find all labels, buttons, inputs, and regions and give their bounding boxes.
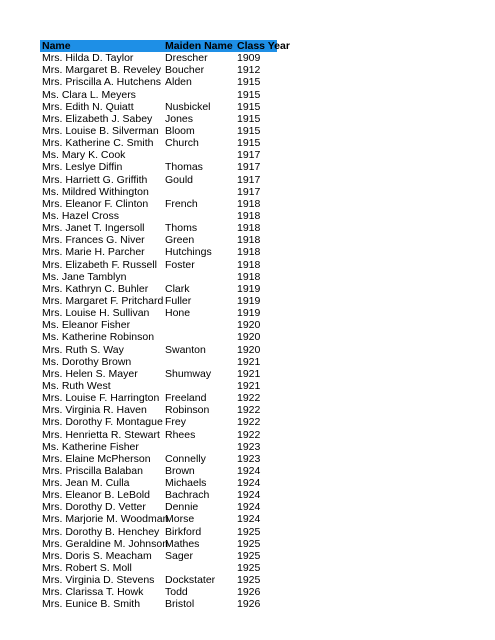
- table-row: [40, 344, 277, 356]
- cell-class-year: 1915: [237, 100, 261, 113]
- cell-maiden-name: Green: [165, 234, 195, 247]
- cell-name: Mrs. Kathryn C. Buhler: [42, 282, 149, 295]
- table-row: [40, 441, 277, 453]
- cell-name: Ms. Dorothy Brown: [42, 355, 132, 368]
- cell-class-year: 1921: [237, 367, 261, 380]
- cell-name: Mrs. Jean M. Culla: [42, 477, 130, 490]
- table-row: [40, 526, 277, 538]
- cell-class-year: 1909: [237, 52, 261, 65]
- cell-class-year: 1924: [237, 489, 261, 502]
- cell-class-year: 1924: [237, 513, 261, 526]
- table-row: [40, 598, 277, 610]
- table-row: [40, 113, 277, 125]
- cell-name: Mrs. Katherine C. Smith: [42, 137, 154, 150]
- cell-class-year: 1921: [237, 355, 261, 368]
- cell-class-year: 1915: [237, 88, 261, 101]
- cell-class-year: 1920: [237, 343, 261, 356]
- table-row: [40, 477, 277, 489]
- cell-class-year: 1925: [237, 562, 261, 575]
- cell-name: Ms. Eleanor Fisher: [42, 319, 131, 332]
- cell-maiden-name: [165, 319, 237, 331]
- table-row: [40, 538, 277, 550]
- cell-class-year: 1915: [237, 76, 261, 89]
- cell-name: Mrs. Margaret F. Pritchard: [42, 294, 164, 307]
- table-row: [40, 76, 277, 88]
- cell-maiden-name: Swanton: [165, 343, 206, 356]
- cell-class-year: 1923: [237, 440, 261, 453]
- cell-name: Ms. Katherine Fisher: [42, 440, 139, 453]
- cell-name: Ms. Hazel Cross: [42, 209, 120, 222]
- cell-maiden-name: Bachrach: [165, 489, 210, 502]
- column-header-maiden-name: Maiden Name: [165, 40, 233, 52]
- cell-maiden-name: Freeland: [165, 392, 207, 405]
- cell-maiden-name: [165, 271, 237, 283]
- cell-class-year: 1922: [237, 404, 261, 417]
- column-header-class-year: Class Year: [237, 40, 290, 52]
- table-row: [40, 562, 277, 574]
- cell-maiden-name: Gould: [165, 173, 194, 186]
- cell-name: Mrs. Ruth S. Way: [42, 343, 124, 356]
- table-body: [40, 52, 277, 610]
- cell-class-year: 1918: [237, 222, 261, 235]
- cell-maiden-name: [165, 89, 237, 101]
- table-row: [40, 161, 277, 173]
- table-row: [40, 295, 277, 307]
- cell-name: Mrs. Marjorie M. Woodman: [42, 513, 169, 526]
- cell-maiden-name: Bloom: [165, 124, 195, 137]
- cell-maiden-name: Brown: [165, 464, 195, 477]
- table-row: [40, 259, 277, 271]
- table-row: [40, 149, 277, 161]
- cell-name: Mrs. Eunice B. Smith: [42, 598, 141, 611]
- cell-class-year: 1912: [237, 64, 261, 77]
- cell-class-year: 1917: [237, 161, 261, 174]
- cell-name: Mrs. Elaine McPherson: [42, 452, 151, 465]
- cell-name: Mrs. Eleanor F. Clinton: [42, 197, 149, 210]
- cell-class-year: 1919: [237, 282, 261, 295]
- table-row: [40, 574, 277, 586]
- cell-maiden-name: Jones: [165, 112, 194, 125]
- cell-class-year: 1915: [237, 124, 261, 137]
- cell-name: Mrs. Henrietta R. Stewart: [42, 428, 160, 441]
- cell-class-year: 1919: [237, 307, 261, 320]
- cell-name: Mrs. Janet T. Ingersoll: [42, 222, 145, 235]
- cell-class-year: 1918: [237, 258, 261, 271]
- table-row: [40, 137, 277, 149]
- table-row: [40, 586, 277, 598]
- table-row: [40, 89, 277, 101]
- cell-class-year: 1924: [237, 464, 261, 477]
- cell-maiden-name: Michaels: [165, 477, 207, 490]
- cell-name: Mrs. Margaret B. Reveley: [42, 64, 162, 77]
- cell-maiden-name: Fuller: [165, 294, 192, 307]
- alumni-table: [40, 40, 290, 611]
- cell-name: Mrs. Dorothy D. Vetter: [42, 501, 146, 514]
- cell-maiden-name: Hutchings: [165, 246, 212, 259]
- table-row: [40, 453, 277, 465]
- table-row: [40, 52, 277, 64]
- cell-maiden-name: [165, 331, 237, 343]
- cell-maiden-name: [165, 186, 237, 198]
- cell-name: Mrs. Eleanor B. LeBold: [42, 489, 150, 502]
- cell-name: Mrs. Marie H. Parcher: [42, 246, 145, 259]
- cell-name: Mrs. Elizabeth J. Sabey: [42, 112, 153, 125]
- cell-name: Mrs. Doris S. Meacham: [42, 549, 152, 562]
- cell-maiden-name: [165, 441, 237, 453]
- cell-maiden-name: Thoms: [165, 222, 198, 235]
- table-row: [40, 174, 277, 186]
- table-row: [40, 271, 277, 283]
- cell-class-year: 1925: [237, 537, 261, 550]
- cell-name: Ms. Katherine Robinson: [42, 331, 155, 344]
- cell-class-year: 1925: [237, 549, 261, 562]
- cell-class-year: 1918: [237, 246, 261, 259]
- cell-maiden-name: Dennie: [165, 501, 199, 514]
- table-row: [40, 319, 277, 331]
- cell-maiden-name: Bristol: [165, 598, 195, 611]
- table-row: [40, 101, 277, 113]
- cell-maiden-name: [165, 562, 237, 574]
- cell-class-year: 1917: [237, 185, 261, 198]
- cell-maiden-name: Birkford: [165, 525, 202, 538]
- cell-name: Mrs. Dorothy F. Montague: [42, 416, 163, 429]
- table-row: [40, 125, 277, 137]
- cell-name: Ms. Clara L. Meyers: [42, 88, 136, 101]
- cell-class-year: 1924: [237, 501, 261, 514]
- cell-class-year: 1926: [237, 598, 261, 611]
- cell-name: Mrs. Clarissa T. Howk: [42, 586, 144, 599]
- table-row: [40, 489, 277, 501]
- cell-class-year: 1915: [237, 137, 261, 150]
- cell-maiden-name: [165, 149, 237, 161]
- table-row: [40, 513, 277, 525]
- cell-class-year: 1922: [237, 416, 261, 429]
- table-row: [40, 392, 277, 404]
- table-row: [40, 380, 277, 392]
- cell-class-year: 1918: [237, 234, 261, 247]
- cell-name: Mrs. Geraldine M. Johnson: [42, 537, 169, 550]
- cell-maiden-name: Foster: [165, 258, 195, 271]
- cell-name: Mrs. Edith N. Quiatt: [42, 100, 134, 113]
- table-row: [40, 307, 277, 319]
- table-row: [40, 404, 277, 416]
- cell-name: Mrs. Louise H. Sullivan: [42, 307, 150, 320]
- cell-class-year: 1917: [237, 173, 261, 186]
- cell-class-year: 1926: [237, 586, 261, 599]
- table-row: [40, 222, 277, 234]
- cell-class-year: 1924: [237, 477, 261, 490]
- cell-name: Mrs. Louise B. Silverman: [42, 124, 159, 137]
- cell-maiden-name: Connelly: [165, 452, 206, 465]
- cell-maiden-name: Clark: [165, 282, 190, 295]
- cell-name: Ms. Ruth West: [42, 379, 111, 392]
- cell-maiden-name: Frey: [165, 416, 186, 429]
- cell-name: Mrs. Helen S. Mayer: [42, 367, 138, 380]
- table-row: [40, 368, 277, 380]
- cell-maiden-name: Alden: [165, 76, 192, 89]
- cell-name: Mrs. Priscilla A. Hutchens: [42, 76, 162, 89]
- cell-name: Mrs. Frances G. Niver: [42, 234, 145, 247]
- cell-class-year: 1919: [237, 294, 261, 307]
- table-row: [40, 246, 277, 258]
- cell-name: Ms. Mildred Withington: [42, 185, 149, 198]
- cell-name: Mrs. Harriett G. Griffith: [42, 173, 148, 186]
- cell-name: Mrs. Dorothy B. Henchey: [42, 525, 160, 538]
- table-row: [40, 416, 277, 428]
- cell-name: Mrs. Louise F. Harrington: [42, 392, 160, 405]
- cell-maiden-name: Mathes: [165, 537, 200, 550]
- table-row: [40, 234, 277, 246]
- cell-maiden-name: Robinson: [165, 404, 210, 417]
- cell-class-year: 1922: [237, 392, 261, 405]
- cell-maiden-name: Rhees: [165, 428, 196, 441]
- cell-name: Ms. Jane Tamblyn: [42, 270, 127, 283]
- table-row: [40, 198, 277, 210]
- table-row: [40, 331, 277, 343]
- table-row: [40, 210, 277, 222]
- cell-maiden-name: Boucher: [165, 64, 205, 77]
- cell-name: Mrs. Priscilla Balaban: [42, 464, 143, 477]
- cell-maiden-name: Shumway: [165, 367, 212, 380]
- cell-class-year: 1915: [237, 112, 261, 125]
- cell-maiden-name: Nusbickel: [165, 100, 211, 113]
- cell-maiden-name: Sager: [165, 549, 194, 562]
- cell-class-year: 1925: [237, 525, 261, 538]
- cell-maiden-name: [165, 356, 237, 368]
- table-row: [40, 356, 277, 368]
- cell-name: Mrs. Hilda D. Taylor: [42, 52, 134, 65]
- cell-maiden-name: French: [165, 197, 198, 210]
- cell-name: Ms. Mary K. Cook: [42, 149, 126, 162]
- cell-class-year: 1918: [237, 209, 261, 222]
- table-row: [40, 465, 277, 477]
- cell-name: Mrs. Virginia R. Haven: [42, 404, 147, 417]
- cell-maiden-name: Thomas: [165, 161, 203, 174]
- cell-maiden-name: Drescher: [165, 52, 208, 65]
- cell-maiden-name: Church: [165, 137, 199, 150]
- cell-class-year: 1917: [237, 149, 261, 162]
- table-row: [40, 501, 277, 513]
- table-row: [40, 186, 277, 198]
- cell-name: Mrs. Elizabeth F. Russell: [42, 258, 157, 271]
- cell-class-year: 1922: [237, 428, 261, 441]
- cell-maiden-name: Todd: [165, 586, 188, 599]
- table-header-row: [40, 40, 290, 52]
- table-row: [40, 550, 277, 562]
- cell-maiden-name: Hone: [165, 307, 191, 320]
- cell-class-year: 1925: [237, 574, 261, 587]
- table-row: [40, 283, 277, 295]
- cell-class-year: 1920: [237, 331, 261, 344]
- cell-name: Mrs. Leslye Diffin: [42, 161, 123, 174]
- table-row: [40, 429, 277, 441]
- cell-name: Mrs. Robert S. Moll: [42, 562, 132, 575]
- column-header-name: Name: [42, 40, 71, 52]
- cell-maiden-name: [165, 210, 237, 222]
- cell-class-year: 1923: [237, 452, 261, 465]
- table-row: [40, 64, 277, 76]
- cell-class-year: 1918: [237, 270, 261, 283]
- cell-class-year: 1920: [237, 319, 261, 332]
- cell-maiden-name: Dockstater: [165, 574, 216, 587]
- cell-class-year: 1918: [237, 197, 261, 210]
- cell-maiden-name: Morse: [165, 513, 195, 526]
- cell-maiden-name: [165, 380, 237, 392]
- cell-name: Mrs. Virginia D. Stevens: [42, 574, 155, 587]
- cell-class-year: 1921: [237, 379, 261, 392]
